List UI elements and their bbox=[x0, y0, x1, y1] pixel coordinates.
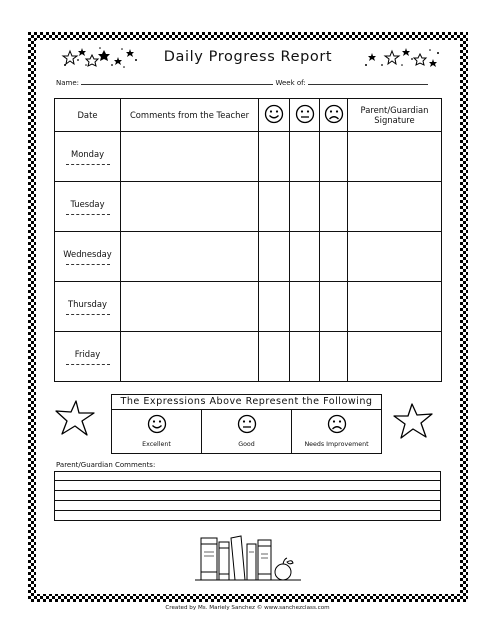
happy-mark-cell[interactable] bbox=[259, 132, 290, 182]
star-outline-left-icon bbox=[54, 399, 96, 437]
signature-cell[interactable] bbox=[348, 132, 442, 182]
day-cell bbox=[55, 232, 121, 282]
stars-decoration-right-icon bbox=[362, 45, 442, 71]
day-cell bbox=[55, 182, 121, 232]
table-row bbox=[55, 182, 442, 232]
happy-face-icon bbox=[147, 414, 167, 434]
page-title: Daily Progress Report bbox=[163, 49, 333, 65]
date-blank[interactable] bbox=[66, 364, 110, 365]
neutral-face-icon bbox=[295, 104, 315, 124]
sad-mark-cell[interactable] bbox=[320, 132, 348, 182]
day-label: Tuesday bbox=[70, 198, 105, 209]
star-outline-right-icon bbox=[392, 402, 434, 440]
day-cell bbox=[55, 282, 121, 332]
neutral-face-icon bbox=[237, 414, 257, 434]
happy-face-icon bbox=[264, 104, 284, 124]
comment-line[interactable] bbox=[54, 471, 441, 481]
table-row bbox=[55, 332, 442, 382]
happy-mark-cell[interactable] bbox=[259, 282, 290, 332]
sad-mark-cell[interactable] bbox=[320, 282, 348, 332]
day-cell bbox=[55, 132, 121, 182]
happy-mark-cell[interactable] bbox=[259, 182, 290, 232]
signature-cell[interactable] bbox=[348, 332, 442, 382]
sad-face-icon bbox=[324, 104, 344, 124]
happy-mark-cell[interactable] bbox=[259, 332, 290, 382]
day-label: Friday bbox=[74, 348, 101, 359]
teacher-comment-cell[interactable] bbox=[121, 232, 259, 282]
date-blank[interactable] bbox=[66, 314, 110, 315]
header bbox=[36, 45, 460, 73]
table-header-row bbox=[55, 99, 442, 132]
name-field[interactable] bbox=[81, 78, 273, 85]
legend-label: Needs Improvement bbox=[304, 441, 369, 448]
neutral-header bbox=[290, 99, 320, 132]
progress-table bbox=[54, 98, 442, 382]
parent-comments-label: Parent/Guardian Comments: bbox=[56, 461, 156, 469]
footer-credit: Created by Ms. Mariely Sanchez © www.sanchezclass.com bbox=[165, 605, 330, 611]
name-label: Name: bbox=[56, 79, 80, 87]
neutral-mark-cell[interactable] bbox=[290, 282, 320, 332]
sad-mark-cell[interactable] bbox=[320, 332, 348, 382]
teacher-comment-cell[interactable] bbox=[121, 332, 259, 382]
sad-mark-cell[interactable] bbox=[320, 232, 348, 282]
signature-cell[interactable] bbox=[348, 232, 442, 282]
date-blank[interactable] bbox=[66, 164, 110, 165]
name-week-line bbox=[56, 78, 428, 87]
day-label: Thursday bbox=[68, 298, 107, 309]
teacher-comment-cell[interactable] bbox=[121, 282, 259, 332]
comment-line[interactable] bbox=[54, 481, 441, 491]
comment-line[interactable] bbox=[54, 511, 441, 521]
books-apple-illustration-icon bbox=[195, 532, 301, 584]
comments-header: Comments from the Teacher bbox=[121, 99, 259, 132]
sad-mark-cell[interactable] bbox=[320, 182, 348, 232]
sad-face-icon bbox=[327, 414, 347, 434]
comment-line[interactable] bbox=[54, 491, 441, 501]
date-blank[interactable] bbox=[66, 264, 110, 265]
date-blank[interactable] bbox=[66, 214, 110, 215]
table-row bbox=[55, 282, 442, 332]
week-field[interactable] bbox=[308, 78, 428, 85]
legend-title: The Expressions Above Represent the Following bbox=[112, 395, 381, 410]
signature-cell[interactable] bbox=[348, 182, 442, 232]
date-header: Date bbox=[55, 99, 121, 132]
legend-item-needs-improvement bbox=[292, 410, 381, 454]
day-label: Monday bbox=[70, 148, 105, 159]
neutral-mark-cell[interactable] bbox=[290, 332, 320, 382]
signature-cell[interactable] bbox=[348, 282, 442, 332]
comment-line[interactable] bbox=[54, 501, 441, 511]
sad-header bbox=[320, 99, 348, 132]
happy-header bbox=[259, 99, 290, 132]
neutral-mark-cell[interactable] bbox=[290, 132, 320, 182]
signature-header: Parent/Guardian Signature bbox=[348, 99, 442, 132]
legend-item-excellent bbox=[112, 410, 202, 454]
teacher-comment-cell[interactable] bbox=[121, 182, 259, 232]
neutral-mark-cell[interactable] bbox=[290, 232, 320, 282]
day-cell bbox=[55, 332, 121, 382]
teacher-comment-cell[interactable] bbox=[121, 132, 259, 182]
parent-comments-area bbox=[54, 471, 441, 521]
legend-label: Good bbox=[238, 441, 255, 448]
happy-mark-cell[interactable] bbox=[259, 232, 290, 282]
day-label: Wednesday bbox=[63, 248, 112, 259]
legend-item-good bbox=[202, 410, 292, 454]
neutral-mark-cell[interactable] bbox=[290, 182, 320, 232]
week-label: Week of: bbox=[275, 79, 306, 87]
table-row bbox=[55, 232, 442, 282]
legend-label: Excellent bbox=[142, 441, 171, 448]
legend-box bbox=[111, 394, 382, 454]
table-row bbox=[55, 132, 442, 182]
